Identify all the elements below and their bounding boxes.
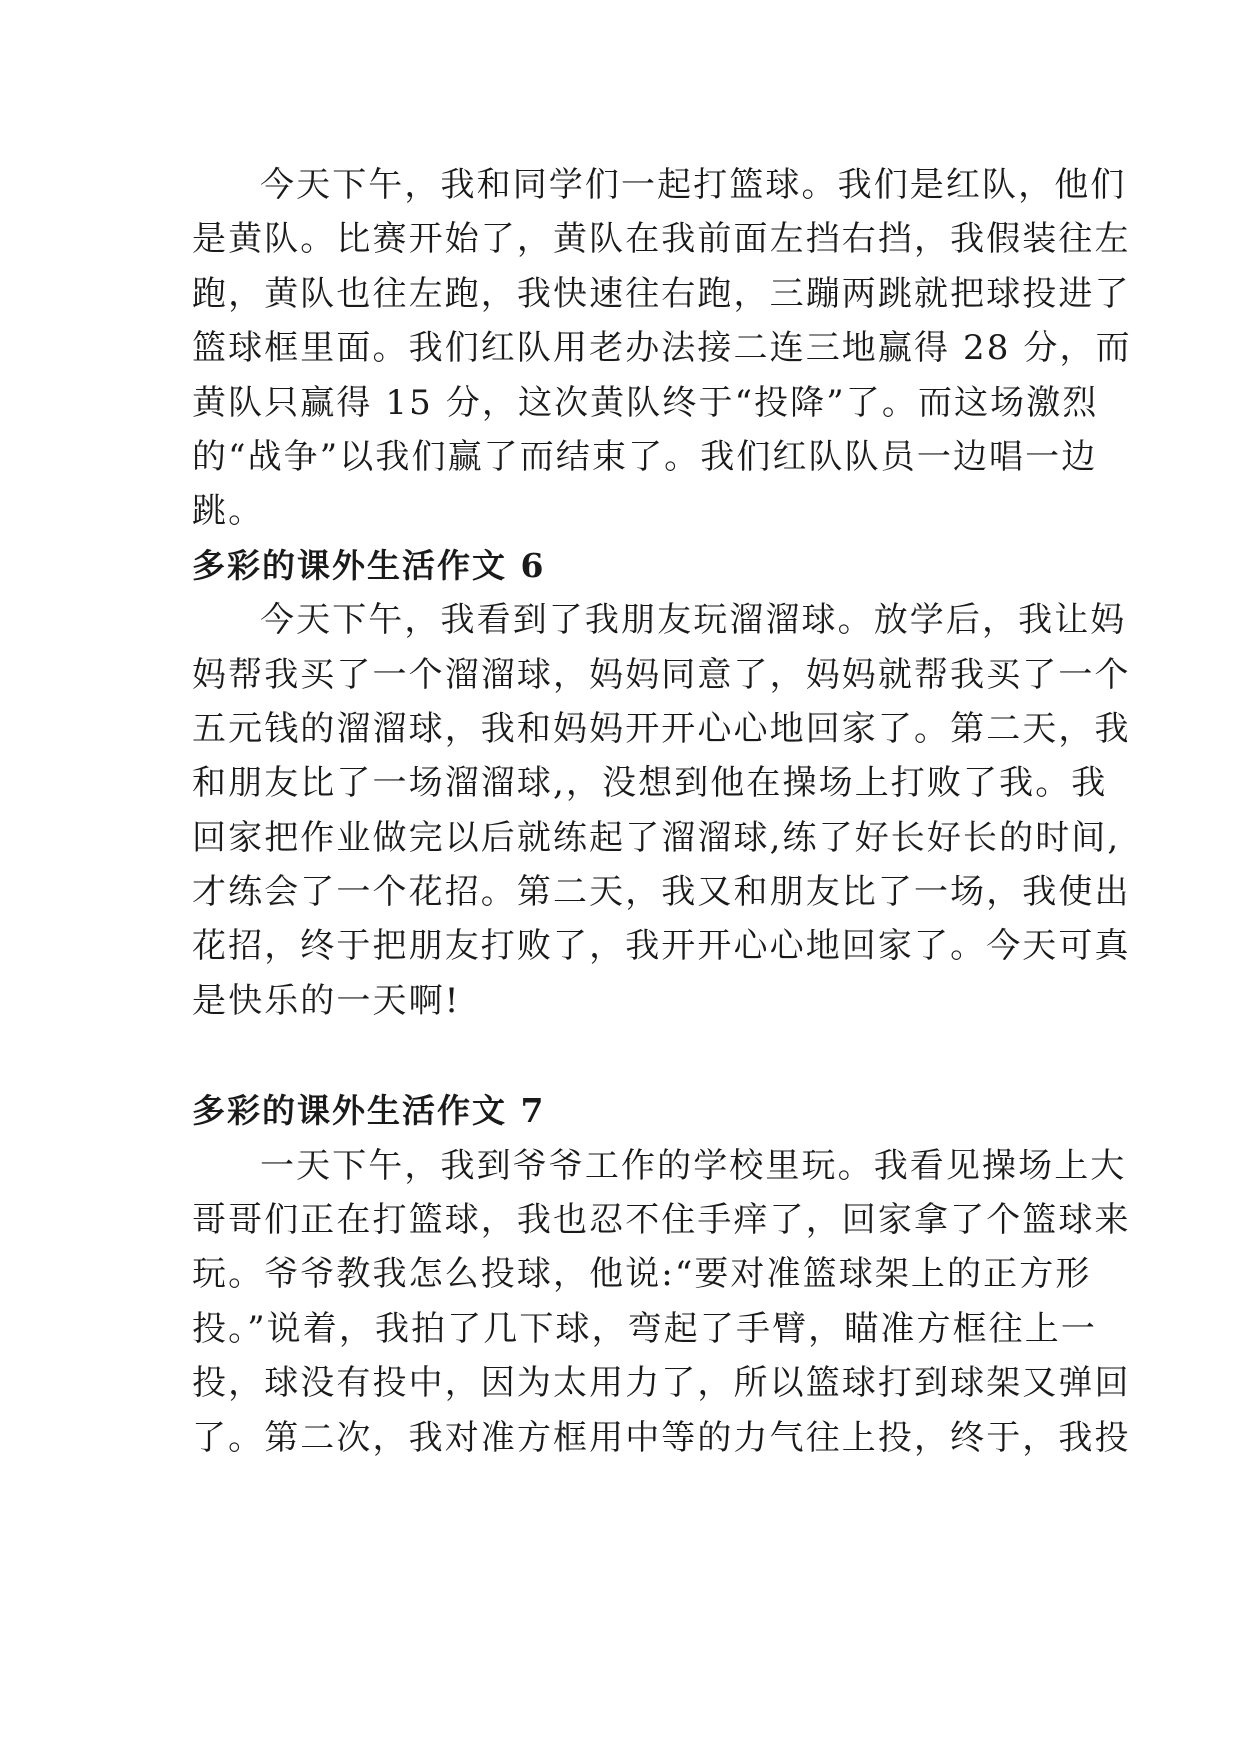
essay-6-heading: 多彩的课外生活作文 6 <box>192 545 546 585</box>
essay-5-line: 跳。 <box>192 491 265 532</box>
essay-5-body <box>192 158 1132 539</box>
blank-line <box>192 1028 1054 1084</box>
essay-7-line: 一天下午，我到爷爷工作的学校里玩。我看见操场上大 <box>260 1145 1127 1186</box>
essay-5-line: 今天下午，我和同学们一起打篮球。我们是红队，他们 <box>260 165 1127 205</box>
essay-7-line: 投。”说着，我拍了几下球，弯起了手臂，瞄准方框往上一 <box>192 1308 1097 1349</box>
essay-7-line: 投，球没有投中，因为太用力了，所以篮球打到球架又弹回 <box>192 1363 1131 1404</box>
essay-6-line: 花招，终于把朋友打败了，我开开心心地回家了。今天可真 <box>192 926 1131 967</box>
essay-6-line: 今天下午，我看到了我朋友玩溜溜球。放学后，我让妈 <box>260 600 1127 641</box>
essay-6-line: 才练会了一个花招。第二天，我又和朋友比了一场，我使出 <box>192 872 1131 913</box>
essay-7-body <box>192 1139 1131 1465</box>
essay-6-line: 五元钱的溜溜球，我和妈妈开开心心地回家了。第二天，我 <box>192 708 1131 749</box>
essay-5-line: 跑，黄队也往左跑，我快速往右跑，三蹦两跳就把球投进了 <box>192 273 1131 314</box>
essay-7-heading: 多彩的课外生活作文 7 <box>192 1091 546 1131</box>
essay-6-line: 和朋友比了一场溜溜球,，没想到他在操场上打败了我。我 <box>192 763 1108 804</box>
essay-6-line: 妈帮我买了一个溜溜球，妈妈同意了，妈妈就帮我买了一个 <box>192 654 1131 695</box>
essay-5-line: 是黄队。比赛开始了，黄队在我前面左挡右挡，我假装往左 <box>192 219 1131 260</box>
essay-7-line: 玩。爷爷教我怎么投球，他说:“要对准篮球架上的正方形 <box>192 1254 1092 1295</box>
essay-6-line: 是快乐的一天啊! <box>192 980 461 1021</box>
essay-5-line: 黄队只赢得 15 分，这次黄队终于“投降”了。而这场激烈 <box>192 382 1099 423</box>
document-page <box>192 158 1132 1465</box>
essay-6-body <box>192 593 1131 1028</box>
essay-5-line: 的“战争”以我们赢了而结束了。我们红队队员一边唱一边 <box>192 436 1098 477</box>
essay-6-line: 回家把作业做完以后就练起了溜溜球,练了好长好长的时间, <box>192 817 1121 858</box>
essay-7-line: 哥哥们正在打篮球，我也忍不住手痒了，回家拿了个篮球来 <box>192 1200 1131 1241</box>
essay-7-line: 了。第二次，我对准方框用中等的力气往上投，终于，我投 <box>192 1417 1131 1458</box>
essay-5-line: 篮球框里面。我们红队用老办法接二连三地赢得 28 分，而 <box>192 328 1132 369</box>
